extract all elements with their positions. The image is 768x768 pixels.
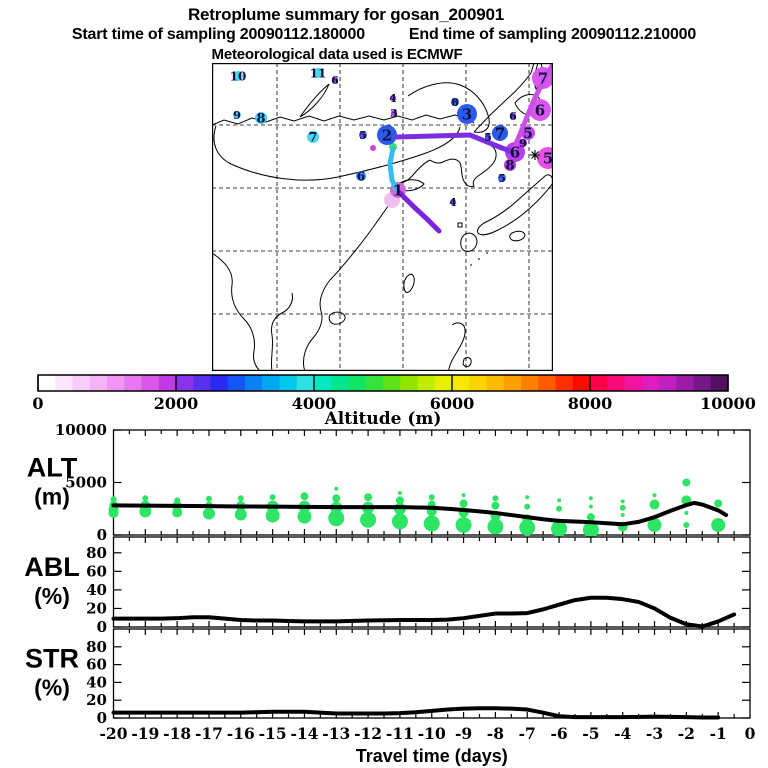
altitude-scatter-dot: [203, 507, 215, 519]
y-tick-label: 80: [86, 543, 107, 562]
colorbar-segment: [193, 375, 211, 391]
altitude-scatter-dot: [334, 487, 338, 491]
trajectory-marker-label: 8: [451, 95, 459, 109]
colorbar-segment: [538, 375, 556, 391]
trajectory-marker-label: 6: [534, 101, 546, 120]
trajectory-marker-label: 9: [233, 108, 241, 122]
altitude-scatter-dot: [206, 496, 212, 502]
x-tick-label: -2: [677, 724, 695, 743]
panel-unit-ABL: (%): [34, 583, 70, 609]
x-tick-label: -18: [163, 724, 192, 743]
altitude-scatter-dot: [424, 515, 440, 531]
panel-border-ABL: [114, 537, 751, 627]
trajectory-marker-label: 11: [309, 66, 327, 81]
colorbar-segment: [418, 375, 436, 391]
altitude-scatter-dot: [491, 502, 499, 510]
altitude-scatter-dot: [525, 495, 529, 499]
altitude-scatter-dot: [621, 499, 625, 503]
x-tick-label: -13: [322, 724, 351, 743]
panel-label-STR: STR: [25, 643, 79, 674]
colorbar-segment: [142, 375, 160, 391]
altitude-scatter-dot: [621, 513, 625, 517]
colorbar-segment: [349, 375, 367, 391]
colorbar-segment: [314, 375, 332, 391]
trajectory-marker-label: 4: [389, 91, 397, 105]
colorbar-segment: [676, 375, 694, 391]
colorbar-segment: [487, 375, 505, 391]
colorbar-segment: [573, 375, 591, 391]
y-tick-label: 10000: [54, 421, 107, 439]
colorbar-segment: [366, 375, 384, 391]
altitude-scatter-dot: [587, 513, 595, 521]
altitude-scatter-dot: [653, 493, 657, 497]
x-tick-label: -12: [354, 724, 383, 743]
trajectory-marker-label: 1: [392, 181, 404, 200]
altitude-scatter-dot: [524, 504, 530, 510]
x-tick-label: -3: [645, 724, 664, 743]
x-tick-label: -5: [582, 724, 600, 743]
altitude-scatter-dot: [556, 506, 562, 512]
trajectory-marker-label: 4: [449, 195, 457, 209]
x-tick-label: -14: [290, 724, 319, 743]
y-tick-label: 40: [86, 580, 107, 599]
trajectory-marker-label: 7: [308, 130, 318, 146]
colorbar-segment: [124, 375, 142, 391]
altitude-scatter-dot: [238, 495, 244, 501]
colorbar-segment: [262, 375, 280, 391]
y-tick-label: 60: [86, 655, 107, 674]
colorbar-segment: [711, 375, 729, 391]
colorbar-segment: [107, 375, 125, 391]
colorbar-segment: [228, 375, 246, 391]
altitude-scatter-dot: [456, 517, 472, 533]
colorbar-tick-label: 6000: [429, 394, 475, 413]
x-tick-label: -1: [709, 724, 727, 743]
colorbar-segment: [73, 375, 91, 391]
altitude-scatter-dot: [519, 520, 535, 536]
altitude-scatter-dot: [142, 495, 148, 501]
colorbar-segment: [280, 375, 298, 391]
colorbar-segment: [469, 375, 487, 391]
altitude-scatter-dot: [487, 519, 503, 535]
trajectory-marker-label: 6: [331, 73, 339, 87]
altitude-scatter-dot: [172, 507, 182, 517]
altitude-scatter-dot: [620, 505, 626, 511]
mean-line-ABL: [114, 598, 735, 627]
panel-border-STR: [114, 629, 751, 718]
altitude-scatter-dot: [332, 494, 340, 502]
trajectory-marker-label: 2: [381, 126, 393, 145]
altitude-scatter-dot: [492, 495, 498, 501]
trajectory-marker-label: 9: [519, 136, 527, 150]
colorbar-segment: [90, 375, 108, 391]
trajectory-marker-label: 3: [461, 105, 473, 124]
colorbar-segment: [452, 375, 470, 391]
altitude-scatter-dot: [429, 494, 435, 500]
trajectory-marker-label: 6: [509, 143, 521, 162]
panel-label-ALT: ALT: [26, 452, 78, 483]
colorbar-segment: [556, 375, 574, 391]
trajectory-marker-label: 7: [494, 124, 506, 143]
colorbar-segment: [400, 375, 418, 391]
x-tick-label: -20: [99, 724, 128, 743]
y-tick-label: 20: [86, 599, 107, 618]
trajectory-marker-label: 5: [484, 130, 492, 144]
panel-unit-ALT: (m): [34, 483, 70, 510]
colorbar-segment: [245, 375, 263, 391]
altitude-scatter-dot: [360, 512, 376, 528]
altitude-scatter-dot: [684, 511, 688, 515]
trajectory-marker-label: 8: [256, 111, 266, 127]
altitude-scatter-dot: [235, 509, 247, 521]
colorbar-segment: [211, 375, 229, 391]
x-tick-label: -9: [454, 724, 473, 743]
x-tick-label: -10: [417, 724, 446, 743]
colorbar-segment: [625, 375, 643, 391]
colorbar-segment: [659, 375, 677, 391]
altitude-scatter-dot: [270, 494, 276, 500]
colorbar-tick-label: 8000: [567, 394, 613, 413]
colorbar-tick-label: 4000: [291, 394, 337, 413]
panel-label-ABL: ABL: [24, 552, 80, 582]
colorbar-tick-label: 2000: [153, 394, 199, 413]
page-title-text: Retroplume summary for gosan_200901: [187, 5, 505, 24]
altitude-scatter-dot: [650, 500, 660, 510]
colorbar-segment: [297, 375, 315, 391]
trajectory-marker-label: 3: [390, 106, 398, 120]
trajectory-marker-label: 5: [359, 128, 367, 142]
colorbar-segment: [55, 375, 73, 391]
altitude-scatter-dot: [682, 479, 690, 487]
colorbar-segment: [590, 375, 608, 391]
x-tick-label: -4: [614, 724, 632, 743]
trajectory-marker-label: 5: [542, 149, 553, 168]
trajectory-marker-label: 5: [498, 171, 506, 185]
start-time-label: Start time of sampling 20090112.180000: [71, 26, 365, 43]
altitude-scatter-dot: [297, 510, 311, 524]
x-tick-label: -6: [550, 724, 568, 743]
altitude-scatter-dot: [551, 521, 567, 537]
meteo-label: Meteorological data used is ECMWF: [211, 46, 463, 63]
x-tick-label: -7: [518, 724, 536, 743]
trajectory-marker-label: 7: [537, 69, 549, 88]
altitude-scatter-dot: [266, 509, 280, 523]
y-tick-label: 0: [96, 526, 107, 544]
altitude-scatter-dot: [460, 500, 468, 508]
trajectory-marker-label: 6: [509, 109, 517, 123]
colorbar-segment: [383, 375, 401, 391]
x-tick-label: -15: [258, 724, 287, 743]
colorbar-title: Altitude (m): [324, 409, 442, 429]
altitude-scatter-dot: [462, 493, 466, 497]
x-tick-label: -19: [131, 724, 160, 743]
colorbar-segment: [607, 375, 625, 391]
colorbar-segment: [642, 375, 660, 391]
y-tick-label: 40: [86, 673, 107, 692]
colorbar-segment: [521, 375, 539, 391]
trajectory-marker-label: 8: [505, 158, 515, 174]
altitude-scatter-dot: [711, 518, 725, 532]
colorbar-segment: [159, 375, 177, 391]
altitude-scatter-dot: [328, 510, 344, 526]
y-tick-label: 20: [86, 691, 107, 710]
colorbar-tick-label: 0: [32, 394, 44, 413]
y-tick-label: 60: [86, 562, 107, 581]
colorbar-tick-label: 10000: [700, 394, 756, 413]
panel-unit-STR: (%): [34, 674, 70, 701]
altitude-scatter-dot: [109, 508, 119, 518]
colorbar-segment: [435, 375, 453, 391]
colorbar-segment: [176, 375, 194, 391]
altitude-scatter-dot: [683, 522, 689, 528]
altitude-scatter-dot: [589, 505, 593, 509]
trajectory-marker-label: 10: [229, 69, 247, 84]
x-axis-title: Travel time (days): [355, 746, 508, 766]
colorbar-segment: [504, 375, 522, 391]
trajectory-marker-label: 6: [356, 169, 366, 184]
altitude-scatter-dot: [364, 493, 372, 501]
altitude-scatter-dot: [714, 500, 722, 508]
colorbar-segment: [38, 375, 56, 391]
x-tick-label: -8: [486, 724, 505, 743]
altitude-scatter-dot: [398, 491, 402, 495]
altitude-scatter-dot: [300, 492, 308, 500]
colorbar-segment: [331, 375, 349, 391]
x-tick-label: -11: [385, 724, 414, 743]
y-tick-label: 0: [96, 709, 107, 727]
x-tick-label: 0: [744, 724, 756, 743]
y-tick-label: 80: [86, 637, 107, 656]
x-tick-label: -16: [226, 724, 255, 743]
y-tick-label: 5000: [65, 473, 107, 492]
altitude-scatter-dot: [557, 498, 561, 502]
x-tick-label: -17: [194, 724, 223, 743]
y-tick-label: 0: [96, 618, 107, 636]
end-time-label: End time of sampling 20090112.210000: [408, 26, 697, 43]
altitude-scatter-dot: [589, 496, 593, 500]
altitude-scatter-dot: [392, 513, 408, 529]
trajectory-marker-label: 5: [523, 126, 533, 143]
colorbar-segment: [694, 375, 712, 391]
